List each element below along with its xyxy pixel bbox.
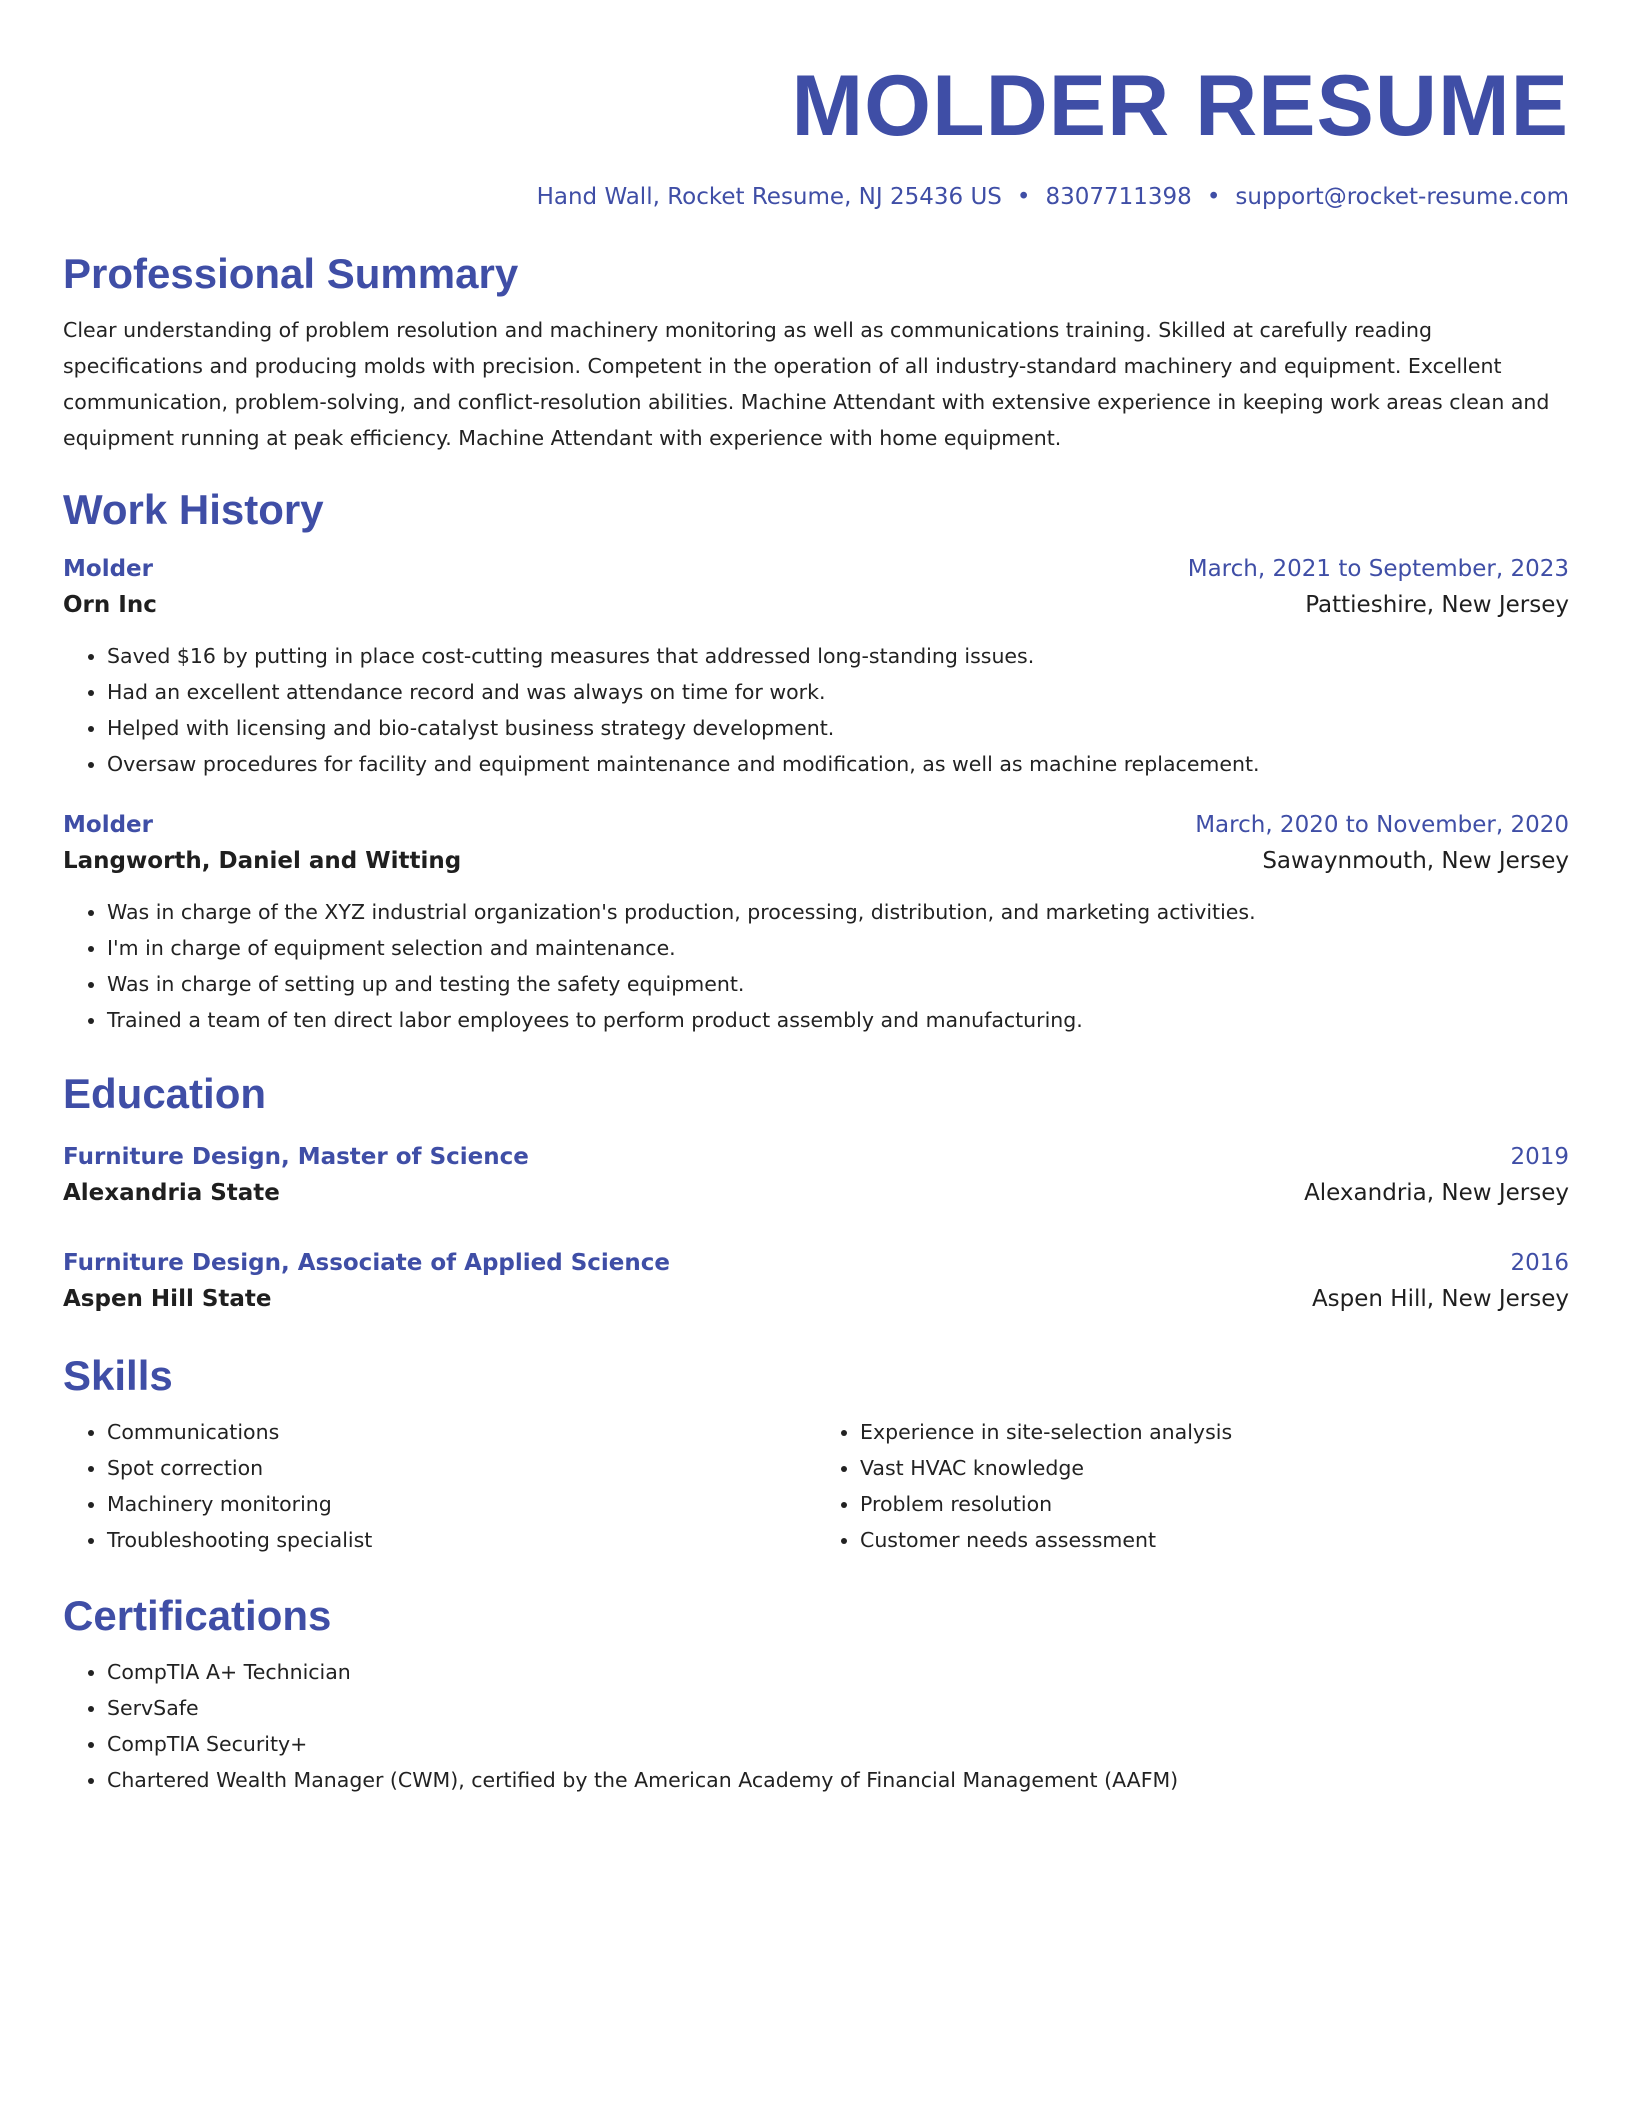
job-location: Sawaynmouth, New Jersey: [1262, 848, 1569, 874]
job-bullets: [63, 894, 1569, 1038]
contact-line: [63, 182, 1569, 212]
contact-email: support@rocket-resume.com: [1235, 184, 1569, 210]
skills-right-list: [816, 1414, 1569, 1558]
job-company: Orn Inc: [63, 592, 157, 618]
skill-item: • Spot correction: [107, 1450, 816, 1486]
job-bullet: • Was in charge of the XYZ industrial organization's production, processing, distribution, and marketing activities.: [107, 894, 1569, 930]
education-degree: Furniture Design, Associate of Applied Science: [63, 1250, 670, 1276]
summary-text: Clear understanding of problem resolution and machinery monitoring as well as communications training. Skilled at carefully reading specifications and producing molds with precision. Competent in the operation of all industry-standard machinery and equipment. Excellent communication, problem-solving, and conflict-resolution abilities. Machine Attendant with extensive experience in keeping work areas clean and equipment running at peak efficiency. Machine Attendant with experience with home equipment.: [63, 318, 1550, 450]
education-degree: Furniture Design, Master of Science: [63, 1144, 529, 1170]
education-entry: [63, 1246, 1569, 1318]
skill-item: • Communications: [107, 1414, 816, 1450]
certification-item: • Chartered Wealth Manager (CWM), certified by the American Academy of Financial Management (AAFM): [107, 1762, 1569, 1798]
job-bullet: • Trained a team of ten direct labor employees to perform product assembly and manufacturing.: [107, 1002, 1569, 1038]
certification-item: • CompTIA A+ Technician: [107, 1654, 1569, 1690]
job-bullet: • Saved $16 by putting in place cost-cutting measures that addressed long-standing issues.: [107, 638, 1569, 674]
education-location: Alexandria, New Jersey: [1304, 1180, 1569, 1206]
certifications-list: [63, 1654, 1569, 1798]
contact-separator: •: [1016, 184, 1031, 210]
job-bullet: • Helped with licensing and bio-catalyst business strategy development.: [107, 710, 1569, 746]
skill-item: • Customer needs assessment: [860, 1522, 1569, 1558]
job-bullet: • Oversaw procedures for facility and equipment maintenance and modification, as well as machine replacement.: [107, 746, 1569, 782]
job-location: Pattieshire, New Jersey: [1305, 592, 1569, 618]
education-school: Aspen Hill State: [63, 1286, 272, 1312]
job-bullet: • Was in charge of setting up and testing the safety equipment.: [107, 966, 1569, 1002]
job-bullet: • I'm in charge of equipment selection and maintenance.: [107, 930, 1569, 966]
education-entry: [63, 1140, 1569, 1212]
certification-item: • CompTIA Security+: [107, 1726, 1569, 1762]
job-company: Langworth, Daniel and Witting: [63, 848, 462, 874]
job-bullets: [63, 638, 1569, 782]
skill-item: • Machinery monitoring: [107, 1486, 816, 1522]
job-role: Molder: [63, 812, 153, 838]
skill-item: • Vast HVAC knowledge: [860, 1450, 1569, 1486]
contact-separator: •: [1206, 184, 1221, 210]
job-bullet: • Had an excellent attendance record and was always on time for work.: [107, 674, 1569, 710]
education-year: 2016: [1510, 1250, 1569, 1276]
skill-item: • Troubleshooting specialist: [107, 1522, 816, 1558]
job-entry: [63, 808, 1569, 1038]
job-dates: March, 2021 to September, 2023: [1187, 556, 1569, 582]
education-year: 2019: [1510, 1144, 1569, 1170]
summary-heading: Professional Summary: [63, 250, 519, 297]
job-role: Molder: [63, 556, 153, 582]
certifications-heading: Certifications: [63, 1592, 332, 1639]
skill-item: • Problem resolution: [860, 1486, 1569, 1522]
job-entry: [63, 552, 1569, 782]
contact-address: Hand Wall, Rocket Resume, NJ 25436 US: [536, 184, 1002, 210]
contact-phone: 8307711398: [1045, 184, 1192, 210]
certifications-list-wrap: [63, 1654, 1569, 1798]
education-heading: Education: [63, 1070, 267, 1117]
education-location: Aspen Hill, New Jersey: [1311, 1286, 1569, 1312]
skills-columns: [63, 1414, 1569, 1558]
skills-heading: Skills: [63, 1352, 173, 1399]
job-dates: March, 2020 to November, 2020: [1195, 812, 1569, 838]
education-school: Alexandria State: [63, 1180, 280, 1206]
resume-name: MOLDER RESUME: [791, 58, 1569, 154]
certification-item: • ServSafe: [107, 1690, 1569, 1726]
work-history-heading: Work History: [63, 486, 324, 533]
skills-left-list: [63, 1414, 816, 1558]
skill-item: • Experience in site-selection analysis: [860, 1414, 1569, 1450]
